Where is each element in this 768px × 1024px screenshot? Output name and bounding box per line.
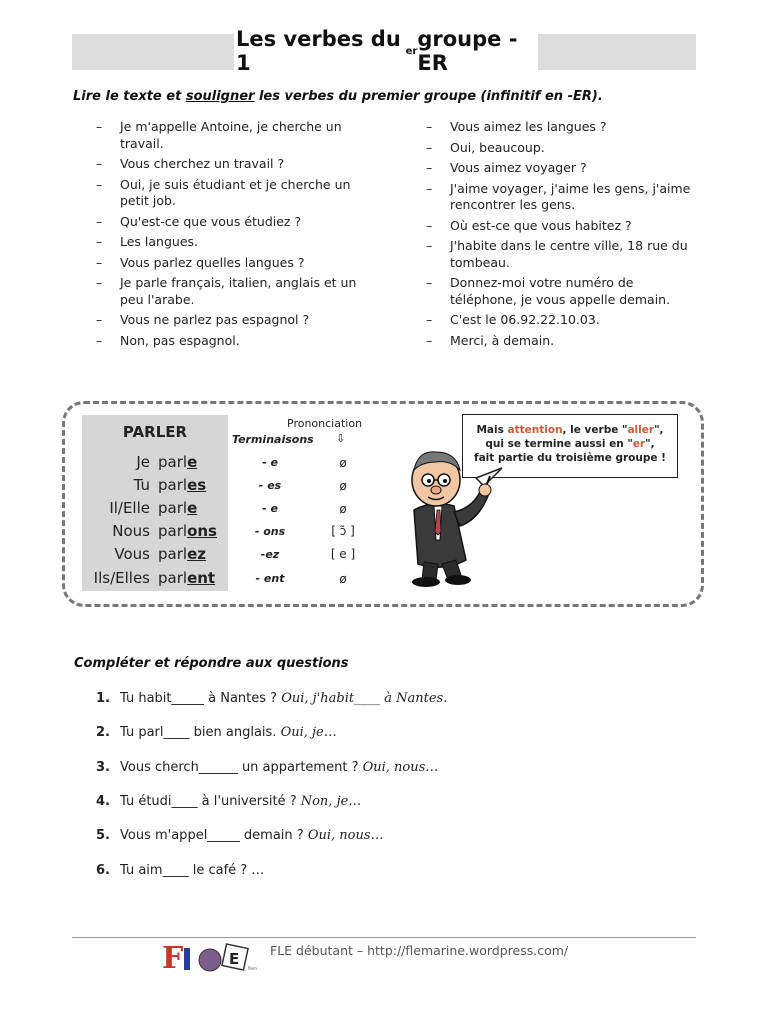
pronunciation-value: [ e ] <box>330 547 356 561</box>
pronunciation-value: ø <box>339 572 347 586</box>
bubble-line-1 <box>463 423 677 437</box>
bubble-text: qui se termine aussi en " <box>485 438 633 450</box>
answer-prompt: Oui, nous… <box>307 828 384 843</box>
section-title: Compléter et répondre aux questions <box>74 656 349 671</box>
question-number: 3. <box>96 760 110 775</box>
ending-marker: - e <box>262 456 278 469</box>
conjugation-form <box>158 545 206 563</box>
question-item <box>96 863 264 878</box>
bubble-highlight: aller <box>627 424 655 436</box>
verb-ending: es <box>187 476 207 494</box>
instruction-text-1: Lire le texte et <box>73 89 186 104</box>
question-number: 6. <box>96 863 110 878</box>
dialogue-line: – Merci, à demain. <box>426 333 701 350</box>
bubble-line-3: fait partie du troisième groupe ! <box>474 452 666 464</box>
down-arrow-icon: ⇩ <box>336 432 346 445</box>
question-item <box>96 691 447 706</box>
verb-stem: parl <box>158 476 188 494</box>
pronunciation-value: ø <box>339 456 347 470</box>
question-number: 2. <box>96 725 110 740</box>
bubble-highlight: er <box>632 438 646 450</box>
conjugation-pronoun: Nous <box>112 522 150 540</box>
verb-stem: parl <box>158 453 188 471</box>
title-main: Les verbes du 1 <box>236 27 401 75</box>
footer-divider <box>72 937 696 938</box>
teacher-cartoon-icon <box>384 440 514 590</box>
question-number: 4. <box>96 794 110 809</box>
conjugation-pronoun: Tu <box>133 476 150 494</box>
dialogue-line: – J'habite dans le centre ville, 18 rue du tombeau. <box>426 238 701 271</box>
verb-ending: ons <box>187 522 217 540</box>
question-text: Vous cherch______ un appartement ? <box>120 760 363 775</box>
bubble-text: ", <box>654 424 664 436</box>
dialogue-line: – Qu'est-ce que vous étudiez ? <box>96 214 376 231</box>
conjugation-panel <box>82 415 228 591</box>
dialogue-line: – Donnez-moi votre numéro de téléphone, je vous appelle demain. <box>426 275 701 308</box>
verb-stem: parl <box>158 569 188 587</box>
answer-prompt: Oui, nous… <box>362 760 439 775</box>
verb-heading: PARLER <box>122 423 188 441</box>
dialogue-line: – Vous aimez les langues ? <box>426 119 701 136</box>
dialogue-line: – Oui, beaucoup. <box>426 140 701 157</box>
dialogue-line: – Vous cherchez un travail ? <box>96 156 376 173</box>
answer-prompt: Non, je… <box>300 794 362 809</box>
question-item <box>96 725 337 740</box>
question-text: Vous m'appel_____ demain ? <box>120 828 308 843</box>
ending-marker: - es <box>258 479 282 492</box>
verb-stem: parl <box>158 522 188 540</box>
verb-ending: ent <box>187 569 216 587</box>
ending-marker: - ent <box>255 572 285 585</box>
question-text: Tu aim____ le café ? … <box>120 863 265 878</box>
ending-marker: -ez <box>260 548 280 561</box>
dialogue-right-column <box>426 119 701 353</box>
conjugation-pronoun: Ils/Elles <box>93 569 150 587</box>
question-number: 1. <box>96 691 110 706</box>
conjugation-pronoun: Vous <box>114 545 150 563</box>
dialogue-line: – Oui, je suis étudiant et je cherche un petit job. <box>96 177 376 210</box>
svg-text:flem: flem <box>248 966 257 971</box>
verb-ending: ez <box>187 545 206 563</box>
question-text: Tu habit_____ à Nantes ? <box>120 691 282 706</box>
answer-prompt: Oui, j'habit____ à Nantes. <box>281 691 448 706</box>
fle-logo-icon <box>160 940 260 974</box>
pronunciation-value: ø <box>339 479 347 493</box>
verb-ending: e <box>187 499 198 517</box>
conjugation-form <box>158 476 206 494</box>
question-item <box>96 828 384 843</box>
verb-stem: parl <box>158 499 188 517</box>
dialogue-line: – J'aime voyager, j'aime les gens, j'aime rencontrer les gens. <box>426 181 701 214</box>
question-number: 5. <box>96 828 110 843</box>
dialogue-line: – Je parle français, italien, anglais et un peu l'arabe. <box>96 275 376 308</box>
footer-text: FLE débutant – http://flemarine.wordpress.com/ <box>270 943 569 958</box>
instruction-text-2: les verbes du premier groupe (infinitif en -ER) <box>254 89 598 104</box>
conjugation-pronoun: Je <box>136 453 150 471</box>
question-item <box>96 794 361 809</box>
conjugation-form <box>158 453 197 471</box>
verb-ending: e <box>187 453 198 471</box>
conjugation-form <box>158 499 197 517</box>
dialogue-line: – Vous parlez quelles langues ? <box>96 255 376 272</box>
dialogue-line: – Vous aimez voyager ? <box>426 160 701 177</box>
dialogue-line: – Où est-ce que vous habitez ? <box>426 218 701 235</box>
prononciation-label: Prononciation <box>287 417 363 430</box>
instruction-period: . <box>597 89 603 104</box>
bubble-text: , le verbe " <box>562 424 628 436</box>
dialogue-line: – Vous ne parlez pas espagnol ? <box>96 312 376 329</box>
pronunciation-value: ø <box>339 502 347 516</box>
title-superscript: er <box>405 45 418 57</box>
question-item <box>96 760 438 775</box>
question-text: Tu parl____ bien anglais. <box>120 725 281 740</box>
svg-text:F: F <box>162 941 184 974</box>
bubble-highlight: attention <box>507 424 563 436</box>
svg-text:E: E <box>229 950 240 968</box>
verb-stem: parl <box>158 545 188 563</box>
conjugation-form <box>158 569 215 587</box>
terminaisons-label: Terminaisons <box>232 433 314 446</box>
dialogue-left-column <box>96 119 376 353</box>
ending-marker: - ons <box>254 525 286 538</box>
reading-instruction <box>73 89 603 104</box>
dialogue-line: – Je m'appelle Antoine, je cherche un travail. <box>96 119 376 152</box>
title-rest: groupe -ER <box>417 27 518 75</box>
page-title <box>234 27 538 75</box>
dialogue-line: – C'est le 06.92.22.10.03. <box>426 312 701 329</box>
dialogue-line: – Les langues. <box>96 234 376 251</box>
dialogue-line: – Non, pas espagnol. <box>96 333 376 350</box>
pronunciation-value: [ ɔ̃ ] <box>331 524 355 538</box>
conjugation-form <box>158 522 217 540</box>
ending-marker: - e <box>262 502 278 515</box>
instruction-underlined-word: souligner <box>185 89 255 104</box>
conjugation-pronoun: Il/Elle <box>109 499 150 517</box>
question-text: Tu étudi____ à l'université ? <box>120 794 301 809</box>
answer-prompt: Oui, je… <box>280 725 337 740</box>
bubble-text: Mais <box>476 424 508 436</box>
bubble-text: ", <box>645 438 655 450</box>
